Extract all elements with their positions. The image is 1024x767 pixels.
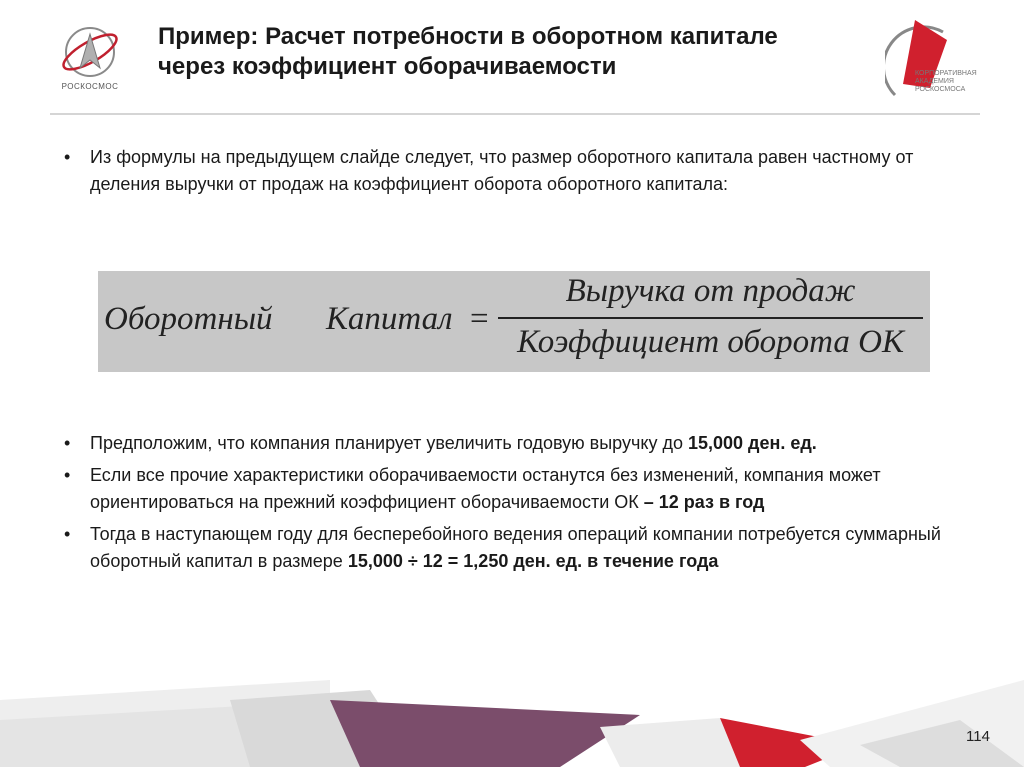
bullet-marker: • xyxy=(64,433,71,453)
formula-denominator: Коэффициент оборота ОК xyxy=(517,324,904,360)
bullet-marker: • xyxy=(64,524,71,544)
logo-right-caption-line2: АКАДЕМИЯ xyxy=(915,78,954,85)
bullet-marker: • xyxy=(64,465,71,485)
formula-lhs-word1: Оборотный xyxy=(104,301,273,337)
bullet-marker: • xyxy=(64,147,71,167)
logo-right-caption-line3: РОСКОСМОСА xyxy=(915,86,966,93)
bullet-revenue-bold: 15,000 ден. ед. xyxy=(687,433,817,453)
intro-text: Из формулы на предыдущем слайде следует, что размер оборотного капитала равен частному от деления выручки от продаж на коэффициент оборота оборотного капитала: xyxy=(90,147,914,194)
formula-equals: = xyxy=(470,301,489,337)
bullet-result-bold: 15,000 ÷ 12 = 1,250 ден. ед. в течение года xyxy=(347,551,719,571)
slide-title-line1: Пример: Расчет потребности в оборотном капитале xyxy=(158,23,778,50)
bullet-turnover-text: Если все прочие характеристики оборачиваемости останутся без изменений, компания может ориентироваться на прежний коэффициент оборачиваемости ОК xyxy=(90,465,881,512)
footer-purple-band xyxy=(330,700,640,767)
bullet-turnover-bold: – 12 раз в год xyxy=(643,492,765,512)
slide-title-line2: через коэффициент оборачиваемости xyxy=(158,53,617,80)
logo-left-caption: РОСКОСМОС xyxy=(61,82,119,91)
formula-numerator: Выручка от продаж xyxy=(565,273,856,309)
bullet-revenue-text: Предположим, что компания планирует увеличить годовую выручку до xyxy=(90,433,688,453)
formula-lhs-word2: Капитал xyxy=(326,301,453,337)
bullet-result-text: Тогда в наступающем году для бесперебойного ведения операций компании потребуется суммарный оборотный капитал в размере xyxy=(90,524,941,571)
page-number: 114 xyxy=(966,728,990,745)
logo-right-caption-line1: КОРПОРАТИВНАЯ xyxy=(915,70,977,77)
